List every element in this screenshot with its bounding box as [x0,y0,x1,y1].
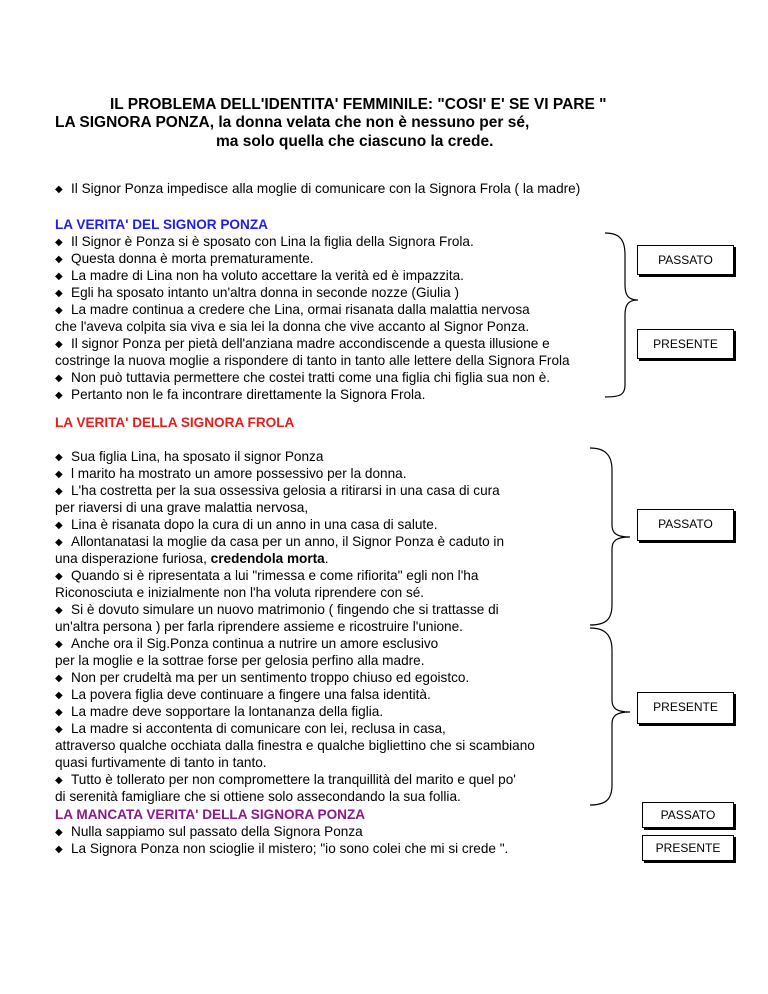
section1-present-box: PRESENTE [637,329,734,359]
section2-line: ◆ Quando si è ripresentata a lui "rimessa e come rifiorita" egli non l'ha [55,568,479,583]
diamond-bullet-icon: ◆ [55,775,63,786]
section2-line: ◆ La madre si accontenta di comunicare con lei, reclusa in casa, [55,721,446,736]
diamond-bullet-icon: ◆ [55,184,63,195]
section2-line: ◆ Tutto è tollerato per non compromettere la tranquillità del marito e quel po' [55,772,516,787]
diamond-bullet-icon: ◆ [55,520,63,531]
diamond-bullet-icon: ◆ [55,452,63,463]
section3-heading: LA MANCATA VERITA' DELLA SIGNORA PONZA [55,807,366,822]
section1-line: ◆ Il signor Ponza per pietà dell'anziana madre accondiscende a questa illusione e [55,336,550,351]
section3-line: ◆ La Signora Ponza non scioglie il mistero; "io sono colei che mi si crede ". [55,841,509,856]
diamond-bullet-icon: ◆ [55,537,63,548]
diamond-bullet-icon: ◆ [55,571,63,582]
section2-line: ◆ l marito ha mostrato un amore possessivo per la donna. [55,466,407,481]
diamond-bullet-icon: ◆ [55,690,63,701]
section2-past-brace-icon [590,448,630,625]
section2-line: di serenità famigliare che si ottiene solo assecondando la sua follia. [55,789,461,804]
section1-line: costringe la nuova moglie a rispondere di tanto in tanto alle lettere della Signora Frola [55,353,570,368]
diamond-bullet-icon: ◆ [55,305,63,316]
diamond-bullet-icon: ◆ [55,288,63,299]
title-line-2: LA SIGNORA PONZA, la donna velata che non è nessuno per sé, [55,114,530,131]
section2-line: attraverso qualche occhiata dalla finestra e qualche bigliettino che si scambiano [55,738,535,753]
title-line-3: ma solo quella che ciascuno la crede. [216,133,494,150]
section3-present-box: PRESENTE [642,835,734,861]
diamond-bullet-icon: ◆ [55,486,63,497]
section2-line: ◆ Sua figlia Lina, ha sposato il signor Ponza [55,449,324,464]
section1-past-box: PASSATO [637,245,734,275]
diamond-bullet-icon: ◆ [55,724,63,735]
section1-line: ◆ Questa donna è morta prematuramente. [55,251,314,266]
section1-heading: LA VERITA' DEL SIGNOR PONZA [55,217,268,232]
section2-line: ◆ L'ha costretta per la sua ossessiva gelosia a ritirarsi in una casa di cura [55,483,500,498]
section2-line: ◆ Allontanatasi la moglie da casa per un anno, il Signor Ponza è caduto in [55,534,505,549]
section1-line: che l'aveva colpita sia viva e sia lei la donna che vive accanto al Signor Ponza. [55,319,530,334]
section2-present-box: PRESENTE [637,692,734,724]
section2-line: per la moglie e la sottrae forse per gelosia perfino alla madre. [55,653,425,668]
diamond-bullet-icon: ◆ [55,373,63,384]
diamond-bullet-icon: ◆ [55,605,63,616]
section1-line: ◆ Pertanto non le fa incontrare direttamente la Signora Frola. [55,387,426,402]
intro-text: Il Signor Ponza impedisce alla moglie di comunicare con la Signora Frola ( la madre) [71,181,581,196]
section2-line: ◆ Non per crudeltà ma per un sentimento troppo chiuso ed egoistco. [55,670,470,685]
diamond-bullet-icon: ◆ [55,707,63,718]
diamond-bullet-icon: ◆ [55,390,63,401]
diamond-bullet-icon: ◆ [55,469,63,480]
section1-line: ◆ La madre continua a credere che Lina, ormai risanata dalla malattia nervosa [55,302,530,317]
section2-line: una disperazione furiosa, credendola morta. [55,551,329,566]
section1-brace-icon [605,233,638,397]
section3-past-box: PASSATO [642,802,734,828]
section2-line: ◆ La povera figlia deve continuare a fingere una falsa identità. [55,687,431,702]
section1-line: ◆ La madre di Lina non ha voluto accettare la verità ed è impazzita. [55,268,464,283]
section2-line: ◆ Lina è risanata dopo la cura di un anno in una casa di salute. [55,517,438,532]
section1-line: ◆ Non può tuttavia permettere che costei tratti come una figlia chi figlia sua non è. [55,370,551,385]
section1-line: ◆ Il Signor è Ponza si è sposato con Lina la figlia della Signora Frola. [55,234,474,249]
section3-line: ◆ Nulla sappiamo sul passato della Signora Ponza [55,824,363,839]
section2-present-brace-icon [590,628,630,805]
diamond-bullet-icon: ◆ [55,271,63,282]
section2-line: un'altra persona ) per farla riprendere assieme e ricostruire l'unione. [55,619,463,634]
diamond-bullet-icon: ◆ [55,673,63,684]
diamond-bullet-icon: ◆ [55,844,63,855]
section2-line: quasi furtivamente di tanto in tanto. [55,755,267,770]
section2-line: per riaversi di una grave malattia nervosa, [55,500,309,515]
section2-heading: LA VERITA' DELLA SIGNORA FROLA [55,415,295,430]
section2-line: ◆ Si è dovuto simulare un nuovo matrimonio ( fingendo che si trattasse di [55,602,499,617]
section2-line: ◆ Anche ora il Sig.Ponza continua a nutrire un amore esclusivo [55,636,439,651]
section2-past-box: PASSATO [637,509,734,541]
section1-line: ◆ Egli ha sposato intanto un'altra donna in seconde nozze (Giulia ) [55,285,459,300]
title-line-1: IL PROBLEMA DELL'IDENTITA' FEMMINILE: "COSI' E' SE VI PARE " [110,96,607,113]
emphasis-text: credendola morta [210,551,325,566]
section2-line: Riconosciuta e inizialmente non l'ha voluta riprendere con sé. [55,585,425,600]
diamond-bullet-icon: ◆ [55,827,63,838]
diamond-bullet-icon: ◆ [55,339,63,350]
section2-line: ◆ La madre deve sopportare la lontananza della figlia. [55,704,384,719]
diamond-bullet-icon: ◆ [55,237,63,248]
diamond-bullet-icon: ◆ [55,639,63,650]
diamond-bullet-icon: ◆ [55,254,63,265]
